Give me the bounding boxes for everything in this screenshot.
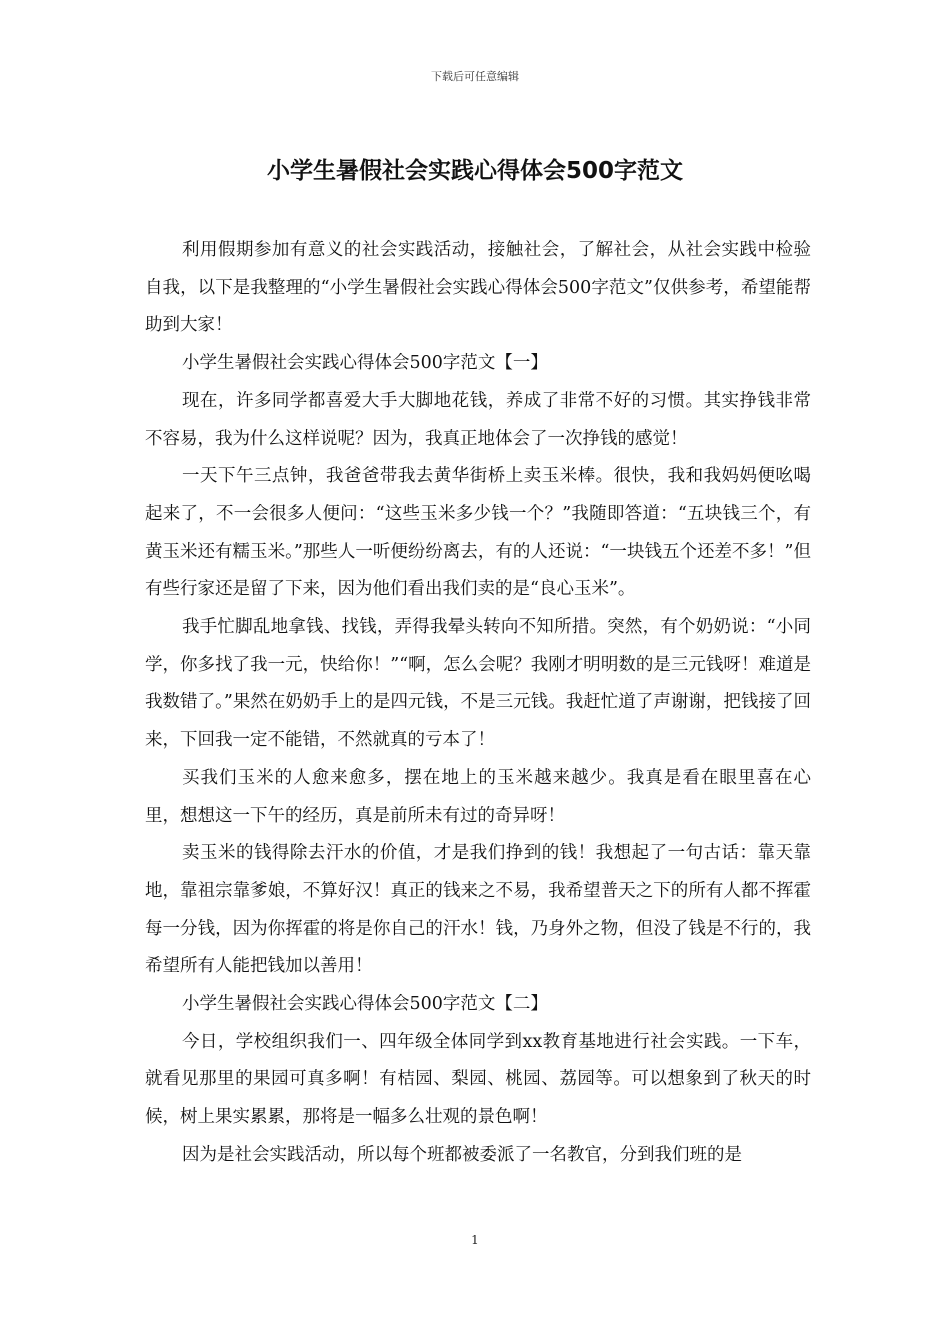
document-body (145, 232, 811, 1175)
intro-paragraph: 利用假期参加有意义的社会实践活动，接触社会，了解社会，从社会实践中检验自我，以下是我整理的“小学生暑假社会实践心得体会500字范文”仅供参考，希望能帮助到大家！ (145, 240, 811, 336)
page-number: 1 (471, 1233, 479, 1247)
section-heading-2: 小学生暑假社会实践心得体会500字范文【二】 (182, 994, 548, 1015)
body-paragraph: 买我们玉米的人愈来愈多，摆在地上的玉米越来越少。我真是看在眼里喜在心里，想想这一下午的经历，真是前所未有过的奇异呀！ (145, 767, 811, 826)
body-paragraph: 一天下午三点钟，我爸爸带我去黄华街桥上卖玉米棒。很快，我和我妈妈便吆喝起来了，不一会很多人便问：“这些玉米多少钱一个？”我随即答道：“五块钱三个，有黄玉米还有糯玉米。”那些人一听便纷纷离去，有的人还说：“一块钱五个还差不多！”但有些行家还是留了下来，因为他们看出我们卖的是“良心玉米”。 (145, 466, 811, 600)
body-paragraph: 因为是社会实践活动，所以每个班都被委派了一名教官，分到我们班的是 (182, 1144, 742, 1165)
body-paragraph: 我手忙脚乱地拿钱、找钱，弄得我晕头转向不知所措。突然，有个奶奶说：“小同学，你多找了我一元，快给你！”“啊，怎么会呢？我刚才明明数的是三元钱呀！难道是我数错了。”果然在奶奶手上的是四元钱，不是三元钱。我赶忙道了声谢谢，把钱接了回来，下回我一定不能错，不然就真的亏本了！ (145, 617, 811, 751)
body-paragraph: 卖玉米的钱得除去汗水的价值，才是我们挣到的钱！我想起了一句古话：靠天靠地，靠祖宗靠爹娘，不算好汉！真正的钱来之不易，我希望普天之下的所有人都不挥霍每一分钱，因为你挥霍的将是你自己的汗水！钱，乃身外之物，但没了钱是不行的，我希望所有人能把钱加以善用！ (145, 843, 811, 977)
header-note: 下载后可任意编辑 (431, 70, 519, 83)
document-title: 小学生暑假社会实践心得体会500字范文 (266, 158, 683, 184)
section-heading-1: 小学生暑假社会实践心得体会500字范文【一】 (182, 353, 548, 374)
body-paragraph: 现在，许多同学都喜爱大手大脚地花钱，养成了非常不好的习惯。其实挣钱非常不容易，我为什么这样说呢？因为，我真正地体会了一次挣钱的感觉！ (145, 390, 811, 449)
body-paragraph: 今日，学校组织我们一、四年级全体同学到xx教育基地进行社会实践。一下车，就看见那里的果园可真多啊！有桔园、梨园、桃园、荔园等。可以想象到了秋天的时候，树上果实累累，那将是一幅多么壮观的景色啊！ (145, 1031, 811, 1128)
